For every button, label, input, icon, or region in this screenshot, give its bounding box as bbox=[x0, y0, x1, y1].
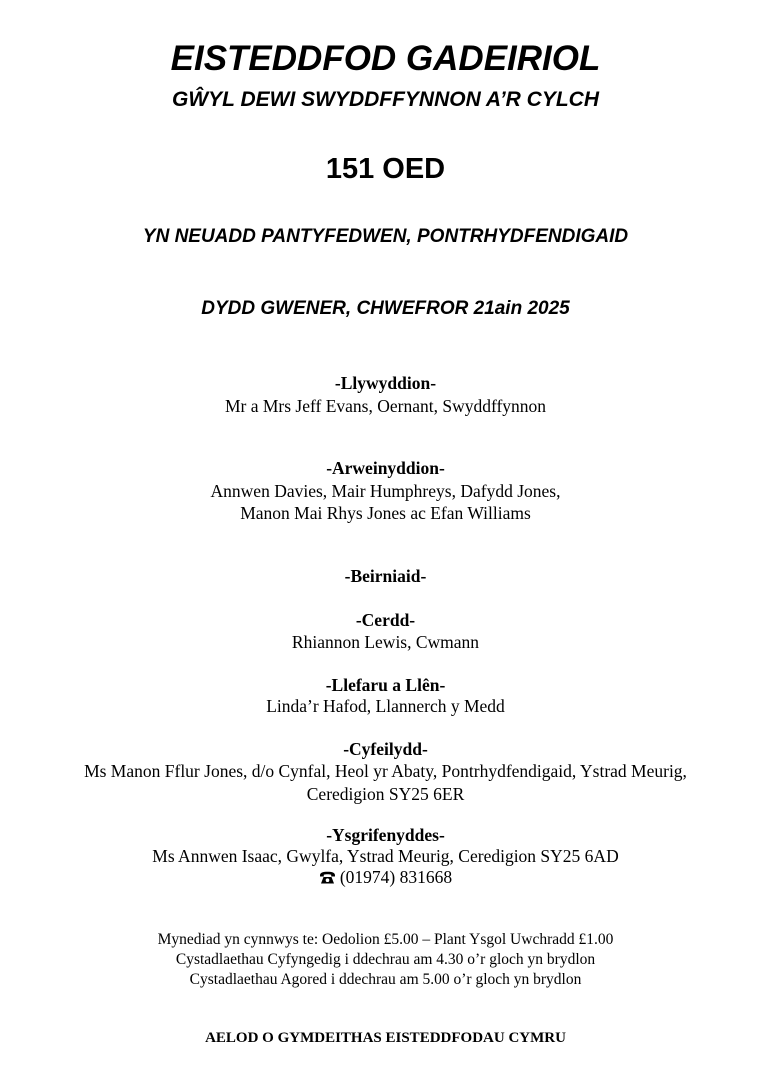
adjudicators-heading: -Beirniaid- bbox=[344, 566, 427, 586]
secretary-phone-row bbox=[0, 869, 771, 887]
secretary-heading: -Ysgrifenyddes- bbox=[326, 825, 445, 845]
recitation-adjudicator: Linda’r Hafod, Llannerch y Medd bbox=[266, 696, 505, 716]
membership-footer: AELOD O GYMDEITHAS EISTEDDFODAU CYMRU bbox=[205, 1030, 566, 1046]
conductors-names-line: Manon Mai Rhys Jones ac Efan Williams bbox=[240, 503, 531, 523]
conductors-heading: -Arweinyddion- bbox=[326, 458, 445, 478]
telephone-icon bbox=[319, 871, 336, 884]
accompanist-address-line: Ceredigion SY25 6ER bbox=[306, 784, 465, 804]
accompanist-heading: -Cyfeilydd- bbox=[343, 739, 428, 759]
admission-prices: Mynediad yn cynnwys te: Oedolion £5.00 – Plant Ysgol Uwchradd £1.00 bbox=[157, 931, 614, 948]
music-adjudicator: Rhiannon Lewis, Cwmann bbox=[291, 632, 480, 652]
anniversary-label: 151 OED bbox=[325, 153, 446, 185]
recitation-heading: -Llefaru a Llên- bbox=[325, 675, 446, 695]
page-title: EISTEDDFOD GADEIRIOL bbox=[170, 39, 601, 78]
conductors-names-line: Annwen Davies, Mair Humphreys, Dafydd Jones, bbox=[210, 481, 561, 501]
restricted-competitions-time: Cystadlaethau Cyfyngedig i ddechrau am 4.30 o’r gloch yn brydlon bbox=[175, 951, 596, 968]
page-subtitle: GŴYL DEWI SWYDDFFYNNON A’R CYLCH bbox=[172, 88, 599, 111]
secretary-address: Ms Annwen Isaac, Gwylfa, Ystrad Meurig, Ceredigion SY25 6AD bbox=[152, 846, 619, 866]
presidents-names: Mr a Mrs Jeff Evans, Oernant, Swyddffynnon bbox=[224, 396, 547, 416]
venue-line: YN NEUADD PANTYFEDWEN, PONTRHYDFENDIGAID bbox=[142, 226, 629, 247]
event-date: DYDD GWENER, CHWEFROR 21ain 2025 bbox=[201, 298, 570, 319]
presidents-heading: -Llywyddion- bbox=[334, 373, 437, 393]
secretary-phone-number: (01974) 831668 bbox=[339, 867, 453, 887]
open-competitions-time: Cystadlaethau Agored i ddechrau am 5.00 o’r gloch yn brydlon bbox=[189, 971, 582, 988]
music-heading: -Cerdd- bbox=[355, 610, 416, 630]
accompanist-address-line: Ms Manon Fflur Jones, d/o Cynfal, Heol yr Abaty, Pontrhydfendigaid, Ystrad Meurig, bbox=[84, 761, 687, 781]
